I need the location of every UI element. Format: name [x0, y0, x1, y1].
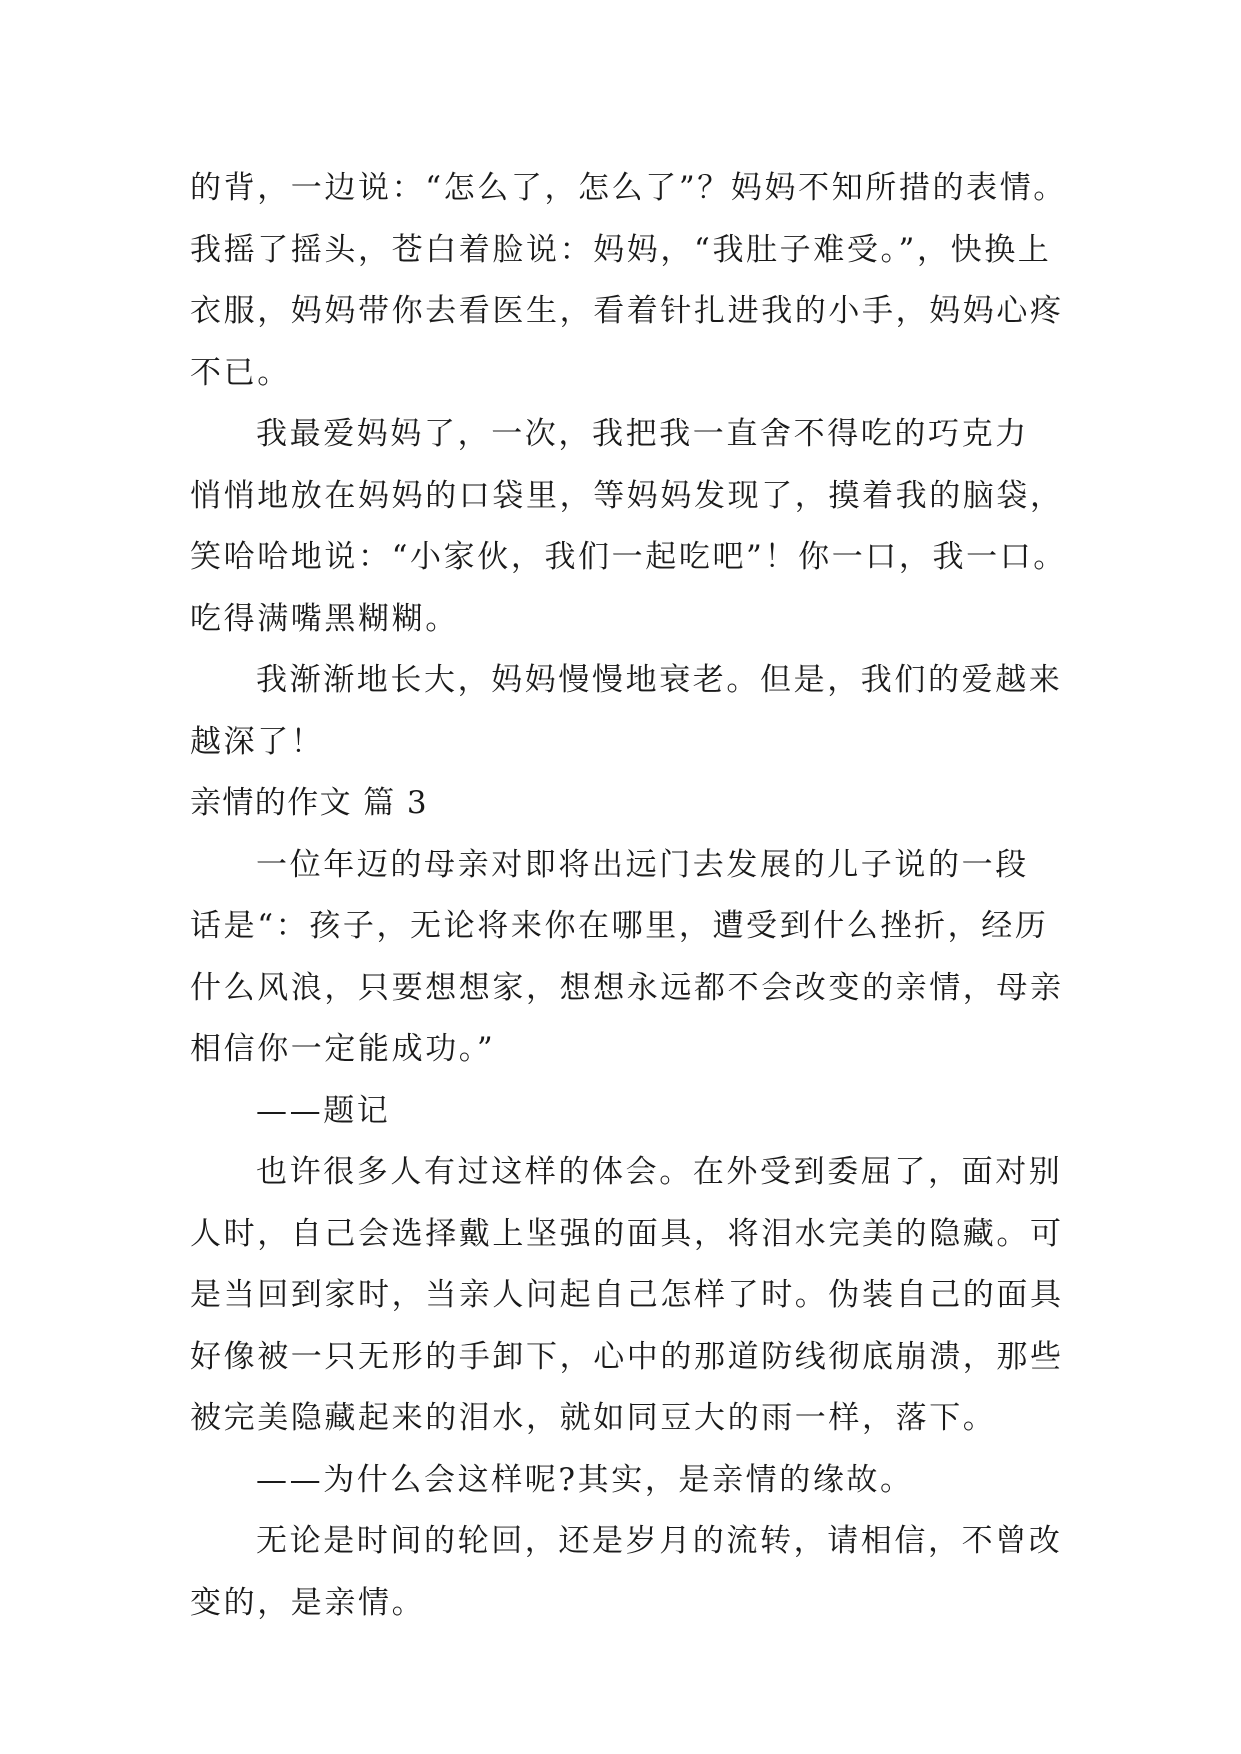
paragraph-first-line: 我最爱妈妈了，一次，我把我一直舍不得吃的巧克力: [256, 416, 1029, 452]
text-line: 好像被一只无形的手卸下，心中的那道防线彻底崩溃，那些: [190, 1338, 1064, 1375]
text-line: 变的，是亲情。: [190, 1584, 426, 1621]
text-line: 人时，自己会选择戴上坚强的面具，将泪水完美的隐藏。可: [190, 1215, 1064, 1252]
paragraph-first-line: 一位年迈的母亲对即将出远门去发展的儿子说的一段: [256, 846, 1029, 883]
text-line: 什么风浪，只要想想家，想想永远都不会改变的亲情，母亲: [190, 969, 1064, 1006]
paragraph-first-line: ——为什么会这样呢?其实，是亲情的缘故。: [256, 1461, 914, 1498]
text-line: 话是“：孩子，无论将来你在哪里，遭受到什么挫折，经历: [190, 908, 1049, 944]
paragraph-first-line: 也许很多人有过这样的体会。在外受到委屈了，面对别: [256, 1154, 1063, 1190]
text-line: 越深了！: [190, 723, 325, 760]
text-line: 是当回到家时，当亲人问起自己怎样了时。伪装自己的面具: [190, 1277, 1064, 1313]
epigraph-attribution: ——题记: [256, 1092, 391, 1129]
text-line: 吃得满嘴黑糊糊。: [190, 600, 459, 637]
paragraph-first-line: 无论是时间的轮回，还是岁月的流转，请相信，不曾改: [256, 1523, 1063, 1559]
text-line: 衣服，妈妈带你去看医生，看着针扎进我的小手，妈妈心疼: [190, 293, 1064, 329]
document-page: [190, 158, 1070, 1634]
text-line: 不已。: [190, 354, 291, 391]
text-line: 的背，一边说：“怎么了，怎么了”？妈妈不知所措的表情。: [190, 170, 1067, 206]
paragraph-first-line: 我渐渐地长大，妈妈慢慢地衰老。但是，我们的爱越来: [256, 662, 1063, 698]
text-line: 相信你一定能成功。”: [190, 1031, 496, 1067]
text-line: 我摇了摇头，苍白着脸说：妈妈，“我肚子难受。”，快换上: [190, 231, 1052, 268]
text-line: 悄悄地放在妈妈的口袋里，等妈妈发现了，摸着我的脑袋，: [190, 477, 1064, 514]
text-line: 笑哈哈地说：“小家伙，我们一起吃吧”！你一口，我一口。: [190, 539, 1067, 575]
section-heading: 亲情的作文 篇 3: [190, 785, 429, 821]
text-line: 被完美隐藏起来的泪水，就如同豆大的雨一样，落下。: [190, 1400, 997, 1436]
